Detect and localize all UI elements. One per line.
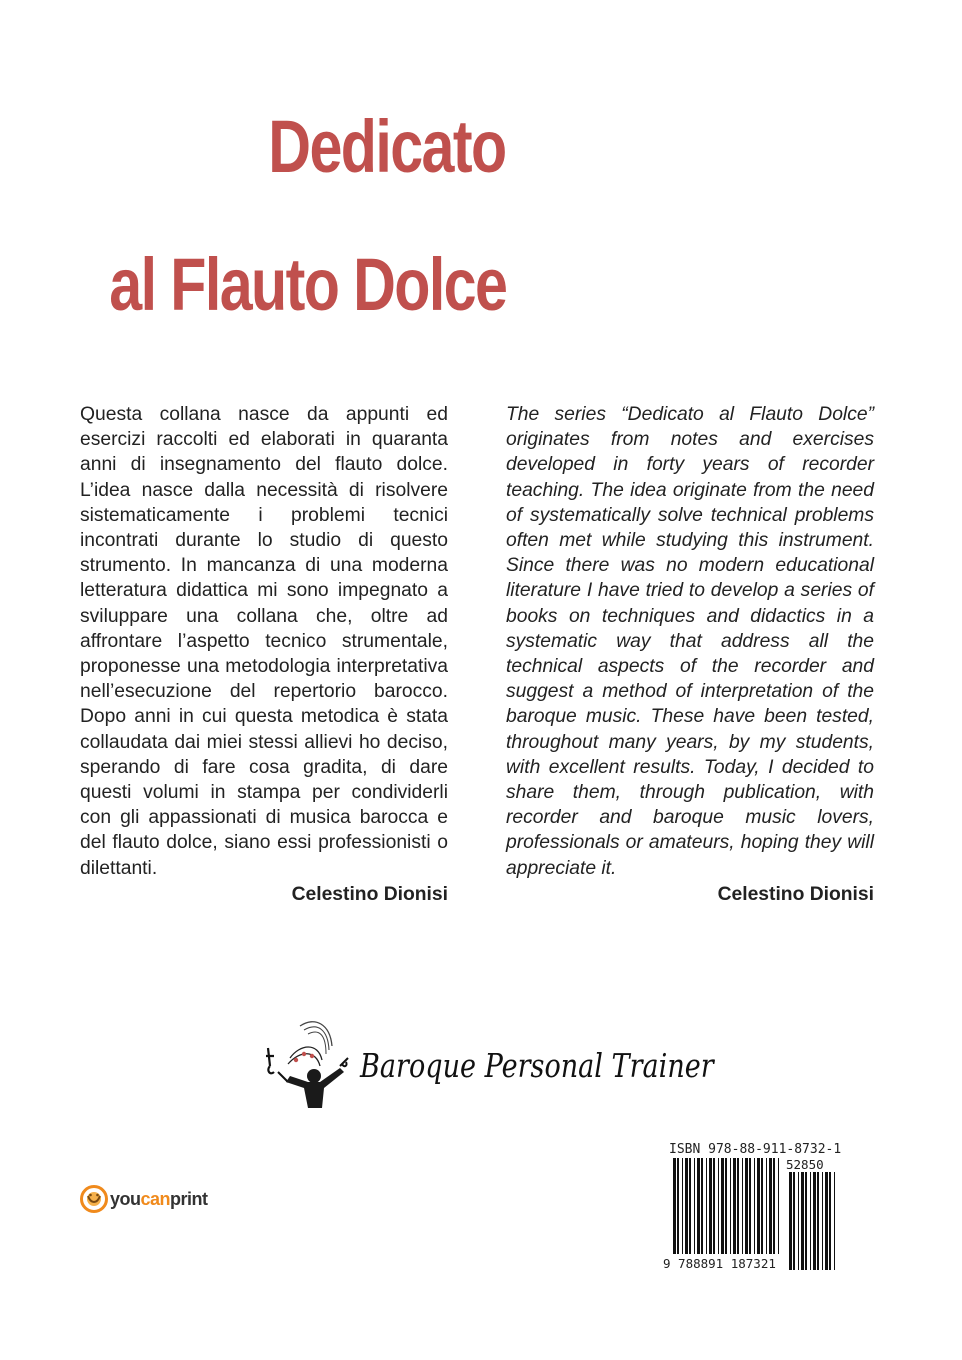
italian-signature: Celestino Dionisi xyxy=(291,883,448,905)
publisher-name xyxy=(110,1189,208,1210)
isbn-barcode xyxy=(661,1142,841,1272)
title-line-1: Dedicato xyxy=(268,105,506,188)
barcode-ean-number: 9 788891 187321 xyxy=(663,1256,776,1271)
publisher-name-print: print xyxy=(170,1188,208,1209)
publisher-logo xyxy=(79,1183,208,1215)
italian-body-text: Questa collana nasce da appunti ed esercizi raccolti ed elaborati in quaranta anni di insegnamento del flauto dolce. L’idea nasce dalla necessità di risolvere sistematicamente i problemi tecnici incontrati durante lo studio di questo strumento. In mancanza di una moderna letteratura didattica mi sono impegnato a sviluppare una collana che, oltre ad affrontare l’aspetto tecnico strumentale, proponesse una metodologia interpretativa nell’esecuzione del repertorio barocco. Dopo anni in cui questa metodica è stata collaudata dai miei stessi allievi ho deciso, sperando di fare cosa gradita, di dare questi volumi in stampa per condividerli con gli appassionati di musica barocca e del flauto dolce, siano essi professionisti o dilettanti. xyxy=(80,404,448,879)
barcode-addon-number: 52850 xyxy=(786,1157,824,1172)
english-column xyxy=(506,402,874,907)
youcanprint-icon xyxy=(79,1184,109,1214)
series-logo-text: Baroque Personal Trainer xyxy=(360,1046,714,1085)
conductor-icon xyxy=(260,1016,355,1112)
title-line-2: al Flauto Dolce xyxy=(108,243,506,326)
publisher-name-you: you xyxy=(110,1188,141,1209)
italian-column xyxy=(80,402,448,907)
isbn-label: ISBN 978-88-911-8732-1 xyxy=(669,1142,842,1157)
english-signature: Celestino Dionisi xyxy=(717,883,874,905)
english-body-text: The series “Dedicato al Flauto Dolce” originates from notes and exercises developed in forty years of recorder teaching. The idea originate from the need of systematically solve technical problems often met while studying this instrument. Since there was no modern educational literature I have tried to develop a series of books on techniques and didactics in a systematic way that address all the technical aspects of the recorder and suggest a method of interpretation of the baroque music. These have been tested, throughout many years, by my students, with excellent results. Today, I decided to share them, through publication, with recorder and baroque music lovers, professionals or amateurs, hoping they will appreciate it. xyxy=(506,404,874,879)
barcode-bars xyxy=(661,1142,841,1272)
publisher-name-can: can xyxy=(140,1188,171,1209)
